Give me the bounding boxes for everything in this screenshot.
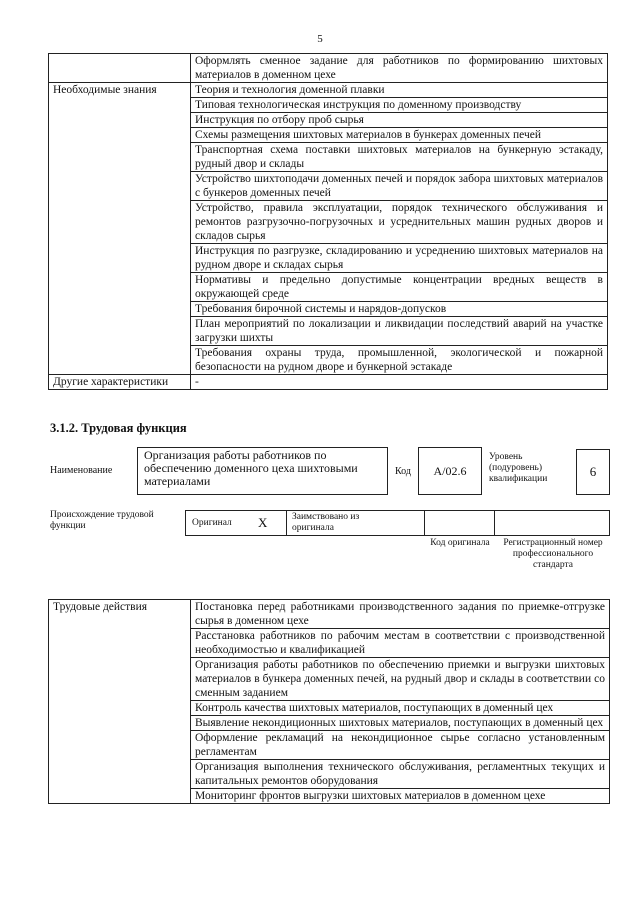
code-label: Код (395, 466, 411, 477)
item-cell: Организация выполнения технического обслуживания, регламентных текущих и капитальных ремонтов оборудования (191, 760, 610, 789)
item-cell: Инструкция по отбору проб сырья (191, 113, 608, 128)
knowledge-table (48, 53, 608, 390)
item-cell: Теория и технология доменной плавки (191, 83, 608, 98)
item-cell: Требования бирочной системы и нарядов-допусков (191, 302, 608, 317)
item-cell: План мероприятий по локализации и ликвидации последствий аварий на участке загрузки шихты (191, 317, 608, 346)
name-label: Наименование (50, 465, 113, 476)
table-row (49, 600, 610, 629)
borrowed-cell (286, 511, 425, 535)
table-row (49, 375, 608, 390)
table-row (49, 83, 608, 98)
code-original-cell (424, 511, 495, 535)
name-box (137, 447, 388, 495)
item-cell: Выявление некондиционных шихтовых материалов, поступающих в доменный цех (191, 716, 610, 731)
function-name: Организация работы работников по обеспечению доменного цеха шихтовыми материалами (144, 448, 358, 488)
original-mark: X (258, 515, 268, 530)
labor-actions-table (48, 599, 610, 804)
empty-cell (49, 54, 191, 83)
row-label: Необходимые знания (49, 83, 191, 375)
item-cell: Инструкция по разгрузке, складированию и усреднению шихтовых материалов на рудном дворе и складах сырья (191, 244, 608, 273)
row-label: Трудовые действия (49, 600, 191, 804)
item-cell: Устройство шихтоподачи доменных печей и порядок забора шихтовых материалов с бункеров доменных печей (191, 172, 608, 201)
item-cell: Постановка перед работниками производственного задания по приемке-отгрузке сырья в доменном цехе (191, 600, 610, 629)
code-original-caption: Код оригинала (430, 538, 490, 548)
code-box: А/02.6 (418, 447, 482, 495)
item-cell: Расстановка работников по рабочим местам в соответствии с производственной необходимостью и квалификацией (191, 629, 610, 658)
item-cell: Типовая технологическая инструкция по доменному производству (191, 98, 608, 113)
origin-box (185, 510, 610, 536)
item-cell: Схемы размещения шихтовых материалов в бункерах доменных печей (191, 128, 608, 143)
page-number: 5 (317, 33, 323, 45)
reg-number-caption: Регистрационный номер профессионального стандарта (503, 538, 603, 570)
level-box: 6 (576, 449, 610, 495)
origin-label: Происхождение трудовой функции (50, 510, 154, 531)
item-cell: Контроль качества шихтовых материалов, поступающих в доменный цех (191, 701, 610, 716)
item-cell: Нормативы и предельно допустимые концентрации вредных веществ в окружающей среде (191, 273, 608, 302)
item-cell: Организация работы работников по обеспечению приемки и выгрузки шихтовых материалов в бункера доменных печей, на рудный двор и склады в соответствии со сменным заданием (191, 658, 610, 701)
continued-skill-cell: Оформлять сменное задание для работников по формированию шихтовых материалов в доменном цехе (191, 54, 608, 83)
item-cell: Требования охраны труда, промышленной, экологической и пожарной безопасности на рудном дворе и бункерной эстакаде (191, 346, 608, 375)
level-label: Уровень (подуровень) квалификации (489, 452, 548, 484)
item-cell: Оформление рекламаций на некондиционное сырье согласно установленным регламентам (191, 731, 610, 760)
original-label: Оригинал (192, 518, 232, 528)
item-cell: Транспортная схема поставки шихтовых материалов на бункерную эстакаду, рудный двор и склады (191, 143, 608, 172)
borrowed-label: Заимствовано из оригинала (292, 512, 360, 533)
item-cell: Устройство, правила эксплуатации, порядок технического обслуживания и ремонтов разгрузочно-погрузочных и усреднительных машин рудных дворов и складов сырья (191, 201, 608, 244)
original-cell (186, 511, 287, 535)
item-cell: Мониторинг фронтов выгрузки шихтовых материалов в доменном цехе (191, 789, 610, 804)
item-cell: - (191, 375, 608, 390)
row-label: Другие характеристики (49, 375, 191, 390)
table-row (49, 54, 608, 83)
section-heading: 3.1.2. Трудовая функция (50, 421, 187, 435)
